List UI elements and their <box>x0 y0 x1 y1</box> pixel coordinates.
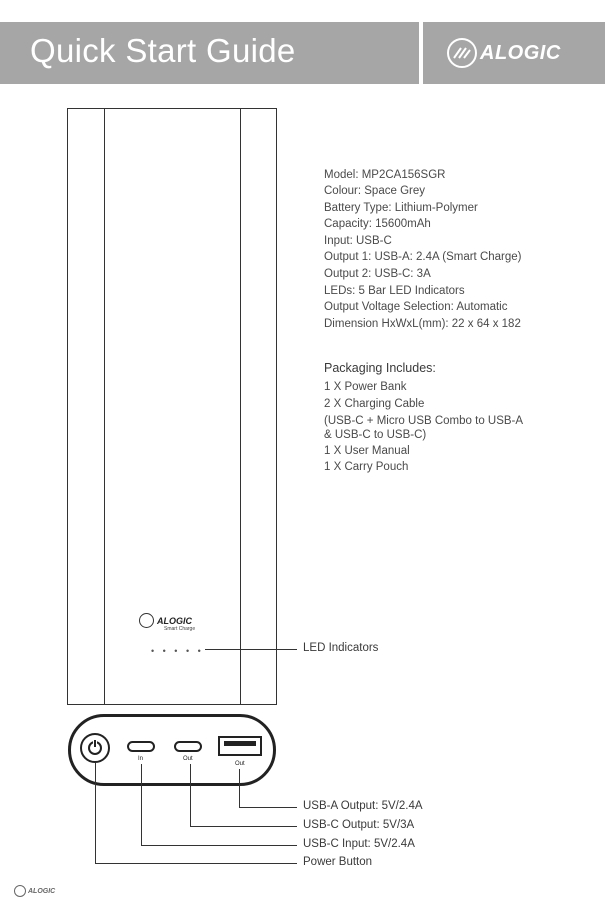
port-label-in: In <box>138 756 144 762</box>
power-icon <box>88 741 102 755</box>
power-button-illustration <box>80 733 110 763</box>
usba-callout-line <box>239 807 297 808</box>
spec-dimension: Dimension HxWxL(mm): 22 x 64 x 182 <box>324 318 521 330</box>
alogic-logo-icon <box>139 613 154 628</box>
list-item: (USB-C + Micro USB Combo to USB-A <box>324 415 524 427</box>
spec-input: Input: USB-C <box>324 235 392 247</box>
list-item: 1 X Carry Pouch <box>324 461 409 473</box>
spec-model: Model: MP2CA156SGR <box>324 169 446 181</box>
brand-logo-bar <box>423 22 605 84</box>
device-edge-line <box>240 109 241 704</box>
usba-output-port <box>218 736 262 756</box>
packaging-heading: Packaging Includes: <box>324 361 436 375</box>
footer-brand: ALOGIC <box>28 887 56 895</box>
usbc-in-callout-line <box>141 764 142 845</box>
alogic-logo-icon <box>14 885 26 897</box>
list-item: 1 X Power Bank <box>324 381 407 393</box>
footer-logo <box>14 885 55 897</box>
usbc-output-port <box>174 741 202 752</box>
usbc-out-callout-label: USB-C Output: 5V/3A <box>303 819 415 831</box>
spec-voltage: Output Voltage Selection: Automatic <box>324 301 508 313</box>
spec-battery: Battery Type: Lithium-Polymer <box>324 202 478 214</box>
device-brand: ALOGIC <box>157 615 192 626</box>
spec-output-2: Output 2: USB-C: 3A <box>324 268 431 280</box>
device-edge-line <box>104 109 105 704</box>
usbc-in-callout-line <box>141 845 297 846</box>
title-bar <box>0 22 419 84</box>
brand-logo <box>447 38 561 68</box>
usbc-in-callout-label: USB-C Input: 5V/2.4A <box>303 838 415 850</box>
usbc-out-callout-line <box>190 826 297 827</box>
power-callout-line <box>95 763 96 863</box>
led-callout-line <box>205 649 297 650</box>
usbc-input-port <box>127 741 155 752</box>
usba-callout-line <box>239 769 240 807</box>
alogic-logo-icon <box>447 38 477 68</box>
spec-colour: Colour: Space Grey <box>324 185 425 197</box>
list-item: & USB-C to USB-C) <box>324 429 427 441</box>
power-callout-label: Power Button <box>303 856 373 868</box>
brand-wordmark: ALOGIC <box>480 41 561 64</box>
led-callout-label: LED Indicators <box>303 642 379 654</box>
header <box>0 22 605 84</box>
led-indicator-dots: • • • • • <box>151 646 204 656</box>
device-brand-sub: Smart Charge <box>164 626 196 632</box>
power-callout-line <box>95 863 297 864</box>
page-title: Quick Start Guide <box>30 32 296 69</box>
spec-output-1: Output 1: USB-A: 2.4A (Smart Charge) <box>324 251 522 263</box>
spec-capacity: Capacity: 15600mAh <box>324 218 431 230</box>
spec-leds: LEDs: 5 Bar LED Indicators <box>324 285 465 297</box>
port-label-out-c: Out <box>183 756 193 762</box>
list-item: 2 X Charging Cable <box>324 398 425 410</box>
usba-callout-label: USB-A Output: 5V/2.4A <box>303 800 423 812</box>
port-label-out-a: Out <box>235 761 245 767</box>
list-item: 1 X User Manual <box>324 445 410 457</box>
usbc-out-callout-line <box>190 764 191 826</box>
